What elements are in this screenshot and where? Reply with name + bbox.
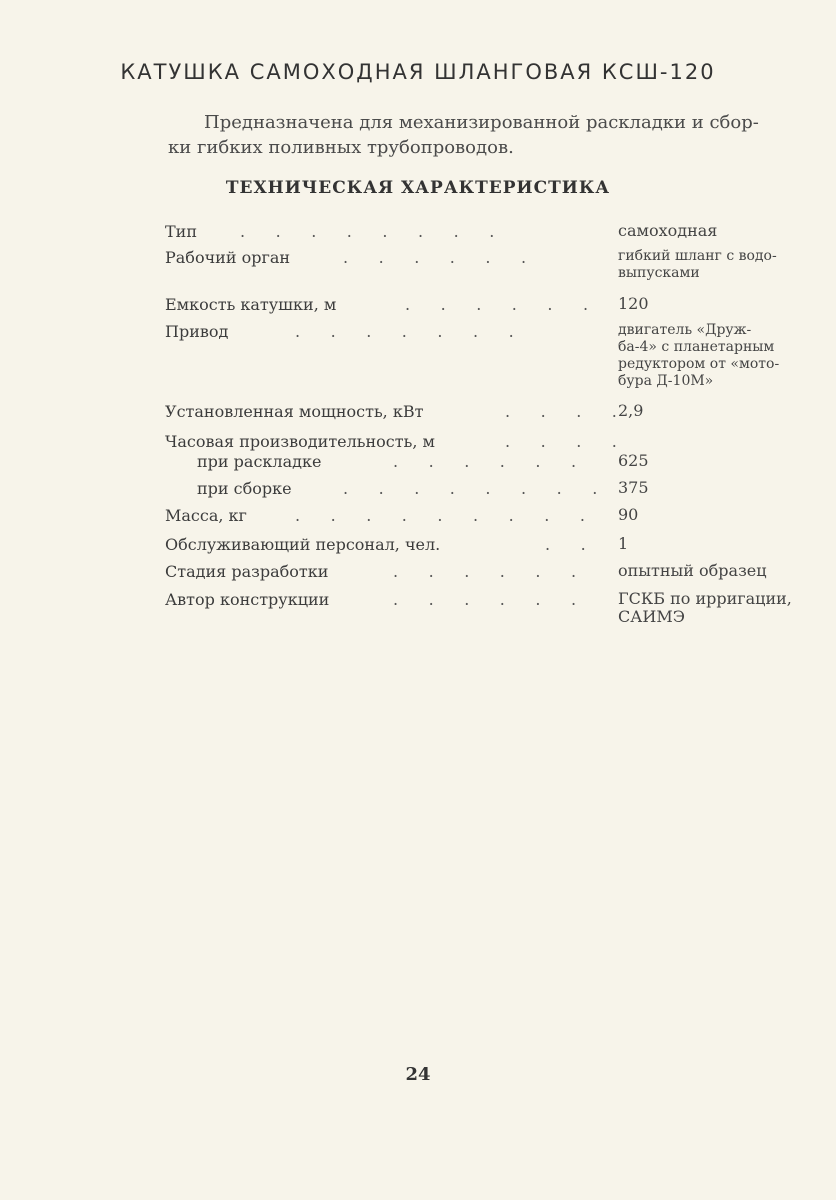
spec-value: 120 xyxy=(618,294,649,313)
spec-value-line: двигатель «Друж- xyxy=(618,322,752,338)
page-number: 24 xyxy=(405,1064,431,1085)
spec-value-line: гибкий шланг с водо- xyxy=(618,248,777,264)
spec-value-line: выпусками xyxy=(618,265,700,281)
leader-dots: . . . . . . xyxy=(343,248,527,267)
spec-label: Тип xyxy=(165,222,197,241)
spec-label: Часовая производительность, м xyxy=(165,432,435,451)
spec-value-line: ба-4» с планетарным xyxy=(618,339,775,355)
leader-dots: . . . . . . xyxy=(393,590,577,609)
intro-paragraph xyxy=(168,110,788,160)
spec-value: опытный образец xyxy=(618,561,767,580)
spec-label: Автор конструкции xyxy=(165,590,330,609)
leader-dots: . . . . . . . . xyxy=(343,479,598,498)
intro-line-2: ки гибких поливных трубопроводов. xyxy=(168,137,514,158)
leader-dots: . . . . xyxy=(505,402,617,421)
spec-value: 1 xyxy=(618,534,629,553)
spec-value-line: САИМЭ xyxy=(618,607,685,626)
leader-dots: . . . . . . xyxy=(405,295,589,314)
spec-value: самоходная xyxy=(618,221,718,240)
spec-label: Масса, кг xyxy=(165,506,247,525)
spec-value-line: ГСКБ по ирригации, xyxy=(618,589,792,608)
spec-value: 90 xyxy=(618,505,639,524)
leader-dots: . . . . . . . . xyxy=(240,222,495,241)
intro-line-1: Предназначена для механизированной раскладки и сбор- xyxy=(204,112,759,133)
spec-label: Привод xyxy=(165,322,229,341)
spec-value xyxy=(618,248,823,282)
leader-dots: . . . . . . . . . xyxy=(295,506,585,525)
leader-dots: . . . . . . . xyxy=(295,322,514,341)
spec-label: при раскладке xyxy=(197,452,322,471)
spec-value-line: бура Д-10М» xyxy=(618,373,714,389)
spec-value xyxy=(618,322,823,390)
spec-label: Обслуживающий персонал, чел. xyxy=(165,535,441,554)
spec-value: 2,9 xyxy=(618,401,644,420)
spec-value: 625 xyxy=(618,451,649,470)
leader-dots: . . xyxy=(545,535,586,554)
section-subtitle: ТЕХНИЧЕСКАЯ ХАРАКТЕРИСТИКА xyxy=(225,178,611,198)
spec-value-line: редуктором от «мото- xyxy=(618,356,780,372)
spec-label: при сборке xyxy=(197,479,292,498)
leader-dots: . . . . xyxy=(505,432,617,451)
spec-label: Стадия разработки xyxy=(165,562,329,581)
spec-value xyxy=(618,590,823,626)
spec-value: 375 xyxy=(618,478,649,497)
leader-dots: . . . . . . xyxy=(393,562,577,581)
page-title: КАТУШКА САМОХОДНАЯ ШЛАНГОВАЯ КСШ-120 xyxy=(120,60,716,84)
spec-label: Емкость катушки, м xyxy=(165,295,337,314)
spec-label: Установленная мощность, кВт xyxy=(165,402,424,421)
spec-label: Рабочий орган xyxy=(165,248,291,267)
leader-dots: . . . . . . xyxy=(393,452,577,471)
